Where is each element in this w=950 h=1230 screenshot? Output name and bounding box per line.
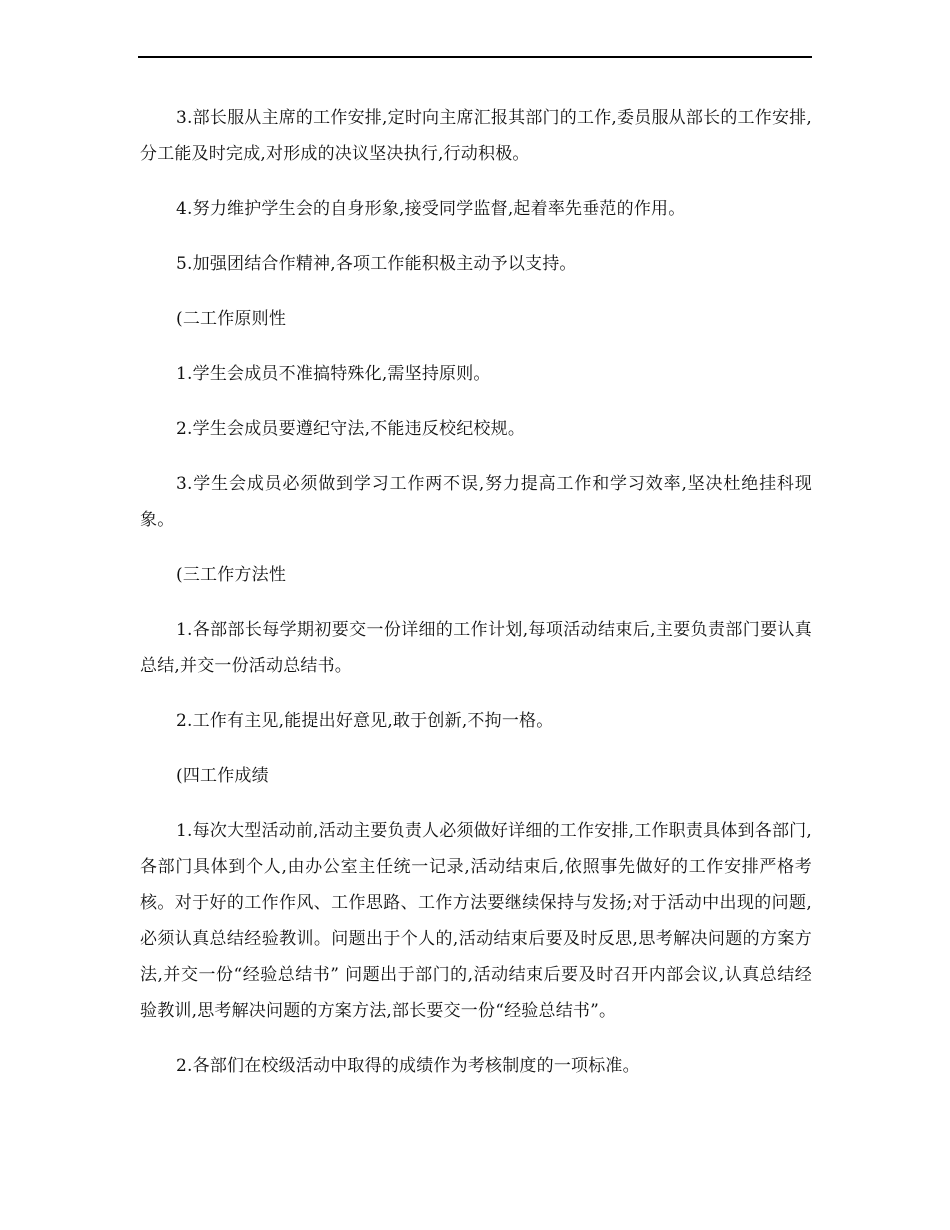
paragraph-item: 2.各部们在校级活动中取得的成绩作为考核制度的一项标准。 [176, 1056, 640, 1076]
document-body [140, 100, 812, 1103]
section-heading: (三工作方法性 [176, 565, 287, 585]
paragraph-item: 3.学生会成员必须做到学习工作两不误,努力提高工作和学习效率,坚决杜绝挂科现象。 [140, 474, 812, 530]
paragraph-item: 2.学生会成员要遵纪守法,不能违反校纪校规。 [176, 419, 526, 439]
header-rule [138, 56, 812, 58]
paragraph-item: 2.工作有主见,能提出好意见,敢于创新,不拘一格。 [176, 711, 554, 731]
section-heading: (二工作原则性 [176, 309, 287, 329]
paragraph-item: 5.加强团结合作精神,各项工作能积极主动予以支持。 [176, 254, 577, 274]
paragraph-item: 1.各部部长每学期初要交一份详细的工作计划,每项活动结束后,主要负责部门要认真总结,并交一份活动总结书。 [140, 620, 812, 676]
paragraph-item: 4.努力维护学生会的自身形象,接受同学监督,起着率先垂范的作用。 [176, 199, 686, 219]
paragraph-item: 1.每次大型活动前,活动主要负责人必须做好详细的工作安排,工作职责具体到各部门,各部门具体到个人,由办公室主任统一记录,活动结束后,依照事先做好的工作安排严格考核。对于好的工作作风、工作思路、工作方法要继续保持与发扬;对于活动中出现的问题,必须认真总结经验教训。问题出于个人的,活动结束后要及时反思,思考解决问题的方案方法,并交一份“经验总结书” 问题出于部门的,活动结束后要及时召开内部会议,认真总结经验教训,思考解决问题的方案方法,部长要交一份“经验总结书”。 [140, 821, 812, 1021]
paragraph-item: 3.部长服从主席的工作安排,定时向主席汇报其部门的工作,委员服从部长的工作安排,分工能及时完成,对形成的决议坚决执行,行动积极。 [140, 108, 812, 164]
paragraph-item: 1.学生会成员不准搞特殊化,需坚持原则。 [176, 364, 491, 384]
section-heading: (四工作成绩 [176, 766, 269, 786]
